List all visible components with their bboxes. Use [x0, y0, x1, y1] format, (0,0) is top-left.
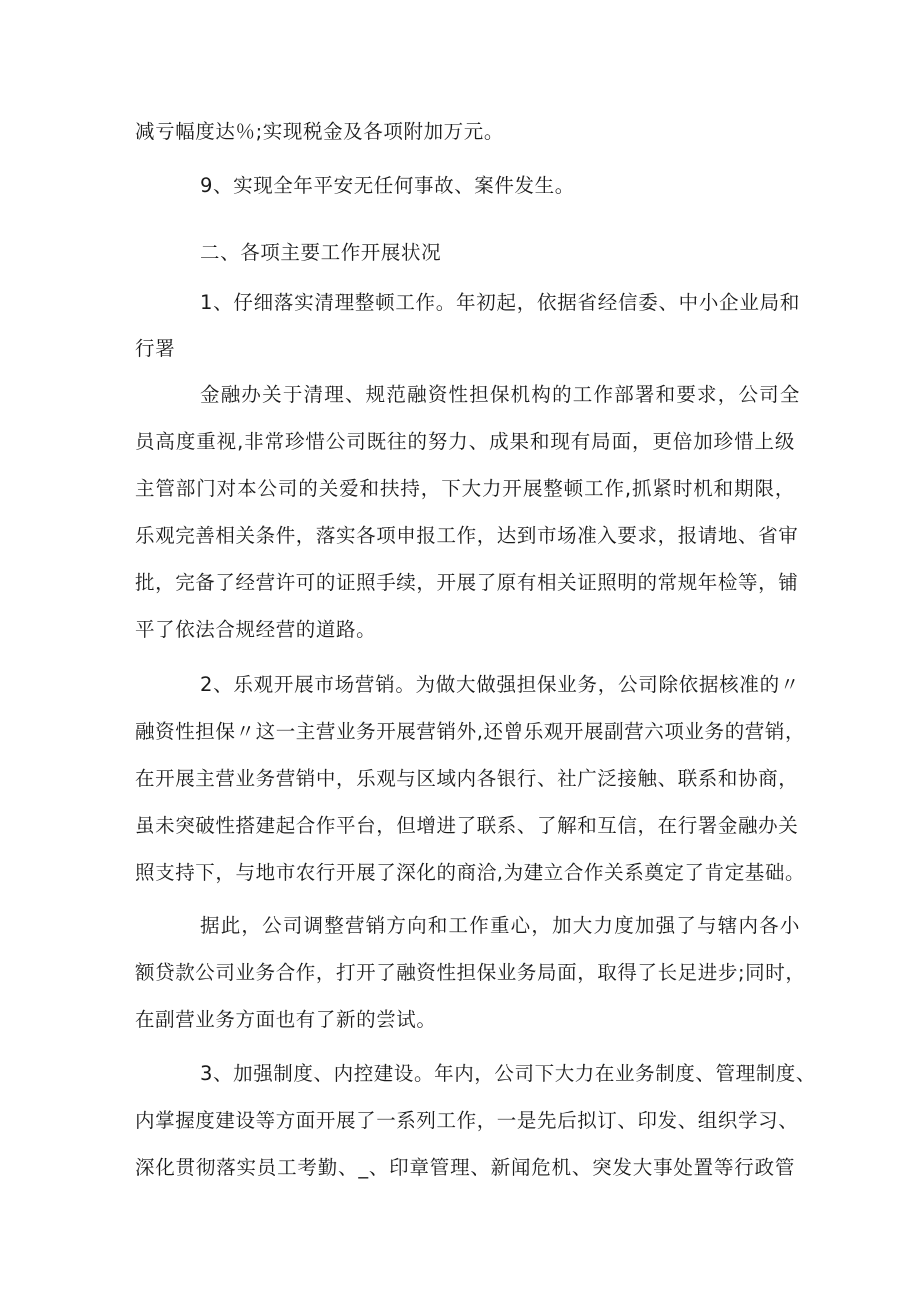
text-line: 主管部门对本公司的关爱和扶持，下大力开展整顿工作,抓紧时机和期限， [135, 477, 795, 500]
text-line: 员高度重视,非常珍惜公司既往的努力、成果和现有局面，更倍加珍惜上级 [135, 430, 795, 453]
text-line: 据此，公司调整营销方向和工作重心，加大力度加强了与辖内各小 [200, 914, 800, 937]
text-line: 3、加强制度、内控建设。年内，公司下大力在业务制度、管理制度、 [200, 1062, 817, 1085]
text-line: 批，完备了经营许可的证照手续，开展了原有相关证照明的常规年检等，铺 [135, 571, 799, 594]
text-line: 行署 [135, 337, 176, 360]
text-line: 照支持下，与地市农行开展了深化的商洽,为建立合作关系奠定了肯定基础。 [135, 861, 806, 884]
text-line: 融资性担保〃这一主营业务开展营销外,还曾乐观开展副营六项业务的营销， [135, 720, 806, 743]
text-line: 在副营业务方面也有了新的尝试。 [135, 1008, 437, 1031]
text-line: 额贷款公司业务合作，打开了融资性担保业务局面，取得了长足进步;同时， [135, 961, 806, 984]
text-line: 深化贯彻落实员工考勤、_、印章管理、新闻危机、突发大事处置等行政管 [135, 1156, 795, 1179]
text-line: 减亏幅度达％;实现税金及各项附加万元。 [135, 120, 504, 143]
text-line: 金融办关于清理、规范融资性担保机构的工作部署和要求，公司全 [200, 383, 800, 406]
text-line: 1、仔细落实清理整顿工作。年初起，依据省经信委、中小企业局和 [200, 291, 800, 314]
text-line: 2、乐观开展市场营销。为做大做强担保业务，公司除依据核准的〃 [200, 673, 800, 696]
text-line: 在开展主营业务营销中，乐观与区域内各银行、社广泛接触、联系和协商， [135, 767, 799, 790]
text-line: 内掌握度建设等方面开展了一系列工作，一是先后拟订、印发、组织学习、 [135, 1109, 799, 1132]
text-line: 乐观完善相关条件，落实各项申报工作，达到市场准入要求，报请地、省审 [135, 524, 799, 547]
text-line: 9、实现全年平安无任何事故、案件发生。 [200, 174, 575, 197]
text-line: 平了依法合规经营的道路。 [135, 618, 377, 641]
text-line: 虽未突破性搭建起合作平台，但增进了联系、了解和互信，在行署金融办关 [135, 814, 799, 837]
section-heading: 二、各项主要工作开展状况 [200, 241, 442, 264]
